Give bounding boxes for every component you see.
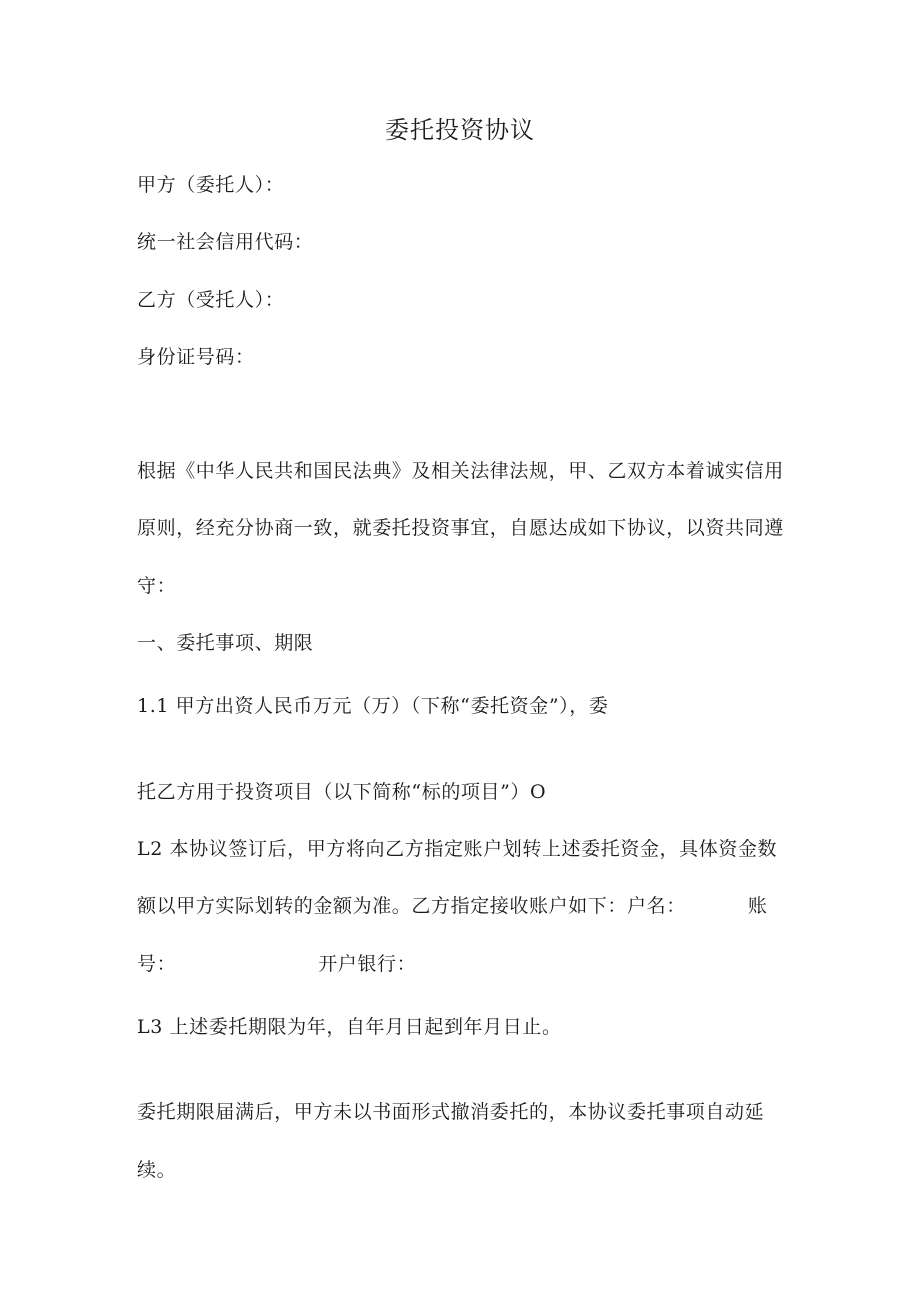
clause-1-3: L3 上述委托期限为年，自年月日起到年月日止。 xyxy=(137,1016,562,1038)
party-a-label: 甲方（委托人）： xyxy=(137,174,285,196)
clause-1-1-line-1: 1.1 甲方出资人民币万元（万）（下称“委托资金”），委 xyxy=(137,695,609,717)
account-number-label-start: 账 xyxy=(747,895,768,917)
document-title: 委托投资协议 xyxy=(385,116,535,144)
section-1-heading: 一、委托事项、期限 xyxy=(137,632,314,654)
account-number-label-end: 号： xyxy=(137,953,177,975)
clause-1-2-line-3 xyxy=(137,952,416,976)
clause-1-2-line-2 xyxy=(137,894,767,918)
renewal-line-1: 委托期限届满后，甲方未以书面形式撤消委托的，本协议委托事项自动延 xyxy=(137,1101,765,1123)
id-number-label: 身份证号码： xyxy=(137,346,255,368)
clause-1-2-line-1: L2 本协议签订后，甲方将向乙方指定账户划转上述委托资金，具体资金数 xyxy=(137,838,778,860)
account-name-label: 额以甲方实际划转的金额为准。乙方指定接收账户如下：户名： xyxy=(137,895,686,917)
preamble-line-1: 根据《中华人民共和国民法典》及相关法律法规，甲、乙双方本着诚实信用 xyxy=(137,460,784,482)
clause-1-1-line-2: 托乙方用于投资项目（以下简称“标的项目”）O xyxy=(137,781,547,803)
preamble-line-3: 守： xyxy=(137,575,177,597)
party-b-label: 乙方（受托人）： xyxy=(137,289,285,311)
bank-label: 开户银行： xyxy=(318,953,417,975)
credit-code-label: 统一社会信用代码： xyxy=(137,231,314,253)
renewal-line-2: 续。 xyxy=(137,1159,177,1181)
preamble-line-2: 原则，经充分协商一致，就委托投资事宜，自愿达成如下协议，以资共同遵 xyxy=(137,517,784,539)
